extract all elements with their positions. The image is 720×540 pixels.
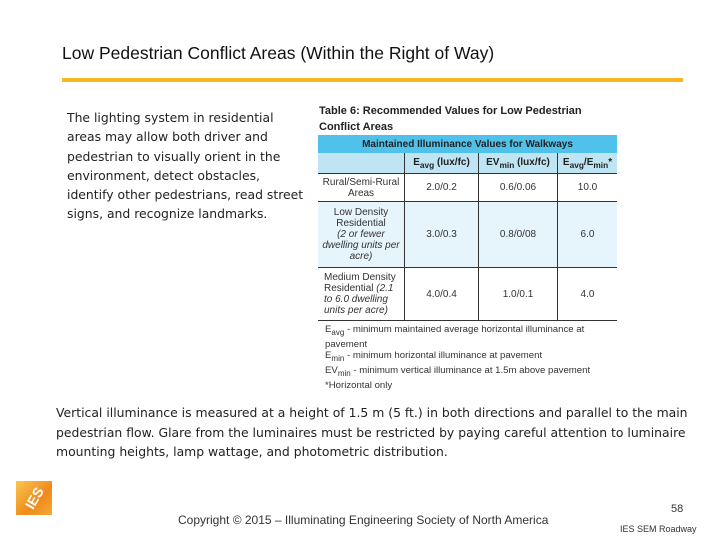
table-row bbox=[318, 202, 617, 268]
row-label: Rural/Semi-Rural Areas bbox=[318, 174, 405, 202]
cell: 0.6/0.06 bbox=[479, 174, 558, 202]
copyright: Copyright © 2015 – Illuminating Engineering Society of North America bbox=[178, 513, 549, 527]
intro-text: The lighting system in residential areas may allow both driver and pedestrian to visually orient in the environment, detect obstacles, identify other pedestrians, read street signs, and recognize landmarks. bbox=[67, 110, 304, 222]
table-caption: Table 6: Recommended Values for Low Pedestrian Conflict Areas bbox=[319, 105, 582, 133]
cell: 0.8/0/08 bbox=[479, 202, 558, 268]
slide-title: Low Pedestrian Conflict Areas (Within the Right of Way) bbox=[62, 43, 495, 63]
note: $EV_{min}$ - minimum vertical illuminance at 1.5m above pavement bbox=[325, 364, 591, 378]
cell: 6.0 bbox=[558, 202, 618, 268]
cell: 1.0/0.1 bbox=[479, 268, 558, 321]
column-header: $EV_{min}$ (lux/fc) bbox=[479, 153, 558, 174]
cell: 4.0/0.4 bbox=[405, 268, 479, 321]
row-label: Medium Density Residential (2.1 to 6.0 dwelling units per acre) bbox=[318, 268, 405, 321]
table-header: Maintained Illuminance Values for Walkways bbox=[318, 135, 617, 153]
table-row bbox=[318, 174, 617, 202]
page-number: 58 bbox=[671, 503, 684, 515]
cell: 4.0 bbox=[558, 268, 618, 321]
table-notes bbox=[325, 324, 625, 391]
note: *Horizontal only bbox=[325, 379, 393, 391]
cell: 3.0/0.3 bbox=[405, 202, 479, 268]
column-header: $E_{avg}/E_{min}*$ bbox=[558, 153, 618, 174]
table-row bbox=[318, 268, 617, 321]
cell: 2.0/0.2 bbox=[405, 174, 479, 202]
illuminance-table bbox=[318, 135, 617, 321]
title-underline bbox=[62, 78, 683, 82]
note: $E_{avg}$ - minimum maintained average horizontal illuminance at pavement bbox=[325, 324, 585, 350]
row-label: Low Density Residential (2 or fewer dwelling units per acre) bbox=[318, 202, 405, 268]
ies-logo: IES bbox=[16, 481, 52, 515]
column-header: $E_{avg}$ (lux/fc) bbox=[405, 153, 479, 174]
cell: 10.0 bbox=[558, 174, 618, 202]
note: $E_{min}$ - minimum horizontal illuminance at pavement bbox=[325, 350, 543, 364]
body-paragraph: Vertical illuminance is measured at a height of 1.5 m (5 ft.) in both directions and parallel to the main pedestrian flow. Glare from the luminaires must be restricted by paying careful attention to luminaire mounting heights, lamp wattage, and photometric distribution. bbox=[56, 405, 688, 459]
column-header-row bbox=[318, 153, 617, 174]
course-name: IES SEM Roadway bbox=[620, 524, 697, 534]
